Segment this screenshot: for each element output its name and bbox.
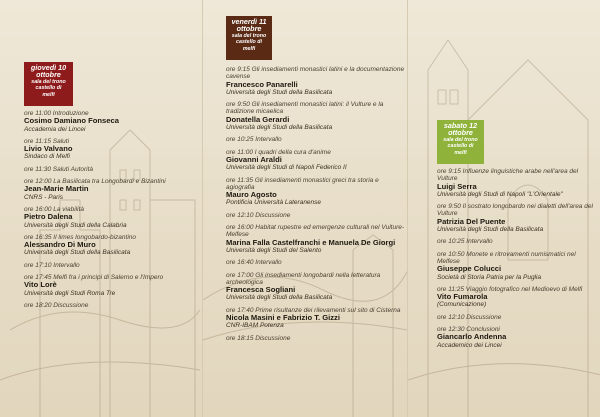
session-time: ore 12:00 La Basilicata tra Longobardi e Bizantini (24, 178, 166, 186)
speaker-affiliation: (Comunicazione) (437, 301, 487, 309)
programme-entry (226, 177, 406, 207)
day1-date-badge (24, 62, 73, 106)
programme-entry (437, 168, 599, 198)
badge-venue: sala del trono (31, 78, 66, 85)
programme-entry (226, 101, 406, 131)
speaker-name: Livio Valvano (24, 144, 73, 154)
panel-day3 (407, 0, 600, 417)
speaker-name: Giovanni Araldi (226, 154, 282, 164)
session-time: ore 16:40 Intervallo (226, 259, 282, 267)
session-time: ore 9:15 Gli insediamenti monastici latini e la documentazione cavense (226, 66, 405, 81)
session-time: ore 9:15 Influenze linguistiche arabe nell'area del Vulture (437, 168, 579, 183)
speaker-affiliation: Università degli Studi del Salento (226, 246, 322, 254)
speaker-affiliation: CNRS - Paris (24, 193, 64, 201)
badge-venue: sala del trono (231, 32, 267, 39)
session-time: ore 11:00 I quadri della cura d'anime (226, 148, 331, 156)
badge-venue2: castello di (447, 143, 474, 150)
session-time: ore 17:10 Intervallo (24, 261, 80, 269)
day1-programme (24, 110, 199, 314)
speaker-name: Marina Falla Castelfranchi e Manuela De Giorgi (226, 237, 396, 247)
speaker-affiliation: Pontificia Università Lateranense (226, 199, 322, 207)
badge-venue: sala del trono (443, 136, 478, 143)
speaker-name: Pietro Dalena (24, 212, 73, 222)
panel-day1 (0, 0, 202, 417)
session-time: ore 16:35 Il limes longobardo-bizantino (24, 233, 137, 241)
programme-entry (226, 149, 406, 172)
session-time: ore 12:10 Discussione (437, 313, 502, 321)
session-time: ore 11:30 Saluti Autorità (24, 165, 94, 173)
speaker-name: Francesco Panarelli (226, 79, 298, 89)
programme-entry (226, 212, 406, 219)
programme-entry (24, 206, 199, 229)
badge-month: ottobre (448, 127, 473, 137)
panel-day2 (202, 0, 407, 417)
day2-date-badge (226, 16, 272, 60)
speaker-name: Vito Lorè (24, 280, 57, 290)
programme-entry (437, 251, 599, 281)
session-time: ore 17:00 Gli insediamenti longobardi nella letteratura archeologica (226, 271, 381, 286)
programme-entry (437, 203, 599, 233)
badge-day: venerdì 11 (231, 17, 267, 26)
session-time: ore 11:35 Gli insediamenti monastici greci tra storia e agiografia (226, 176, 379, 191)
speaker-name: Vito Fumarola (437, 292, 488, 302)
session-time: ore 9:50 Gli insediamenti monastici latini: il Vulture e la tradizione micaelica (226, 101, 384, 116)
badge-day: giovedì 10 (30, 63, 67, 72)
session-time: ore 17:45 Melfi fra i principi di Salerno e l'Impero (24, 274, 164, 282)
speaker-affiliation: Università degli Studi di Napoli "L'Orientale" (437, 190, 563, 198)
badge-month: ottobre (236, 23, 262, 33)
session-time: ore 16:00 La viabilità (24, 205, 84, 213)
programme-entry (437, 314, 599, 321)
speaker-affiliation: Università degli Studi della Basilicata (226, 294, 333, 302)
programme-entry (24, 138, 199, 161)
programme-entry (437, 326, 599, 349)
programme-entry (226, 259, 406, 266)
speaker-name: Alessandro Di Muro (24, 240, 96, 250)
programme-entry (226, 335, 406, 342)
session-time: ore 16:00 Habitat rupestre ed emergenze culturali nel Vulture-Melfese (226, 224, 405, 239)
speaker-name: Mauro Agosto (226, 190, 277, 200)
programme-entry (24, 274, 199, 297)
day3-programme (437, 168, 599, 354)
programme-entry (24, 166, 199, 173)
speaker-affiliation: Università degli Studi della Basilicata (226, 124, 333, 132)
programme-entry (226, 272, 406, 302)
speaker-name: Giancarlo Andenna (437, 332, 507, 342)
badge-city: melfi (242, 46, 256, 53)
speaker-name: Patrizia Del Puente (437, 216, 506, 226)
badge-month: ottobre (36, 69, 61, 79)
session-time: ore 10:50 Monete e ritrovamenti numismatici nel Melfese (437, 250, 576, 265)
speaker-name: Francesca Sogliani (226, 285, 296, 295)
programme-entry (437, 286, 599, 309)
programme-entry (226, 307, 406, 330)
session-time: ore 11:00 Introduzione (24, 110, 89, 117)
session-time: ore 10:25 Intervallo (226, 136, 282, 144)
session-time: ore 11:25 Viaggio fotografico nel Medioevo di Melfi (437, 285, 583, 293)
speaker-name: Nicola Masini e Fabrizio T. Gizzi (226, 313, 340, 323)
session-time: ore 11:15 Saluti (24, 137, 70, 145)
speaker-affiliation: Accademia dei Lincei (24, 125, 86, 133)
programme-entry (24, 302, 199, 309)
programme-entry (437, 238, 599, 245)
programme-entry (226, 136, 406, 143)
programme-entry (24, 262, 199, 269)
day2-programme (226, 66, 406, 347)
speaker-affiliation: CNR-IBAM Potenza (226, 322, 284, 330)
speaker-affiliation: Università degli Studi Roma Tre (24, 289, 116, 297)
badge-venue2: castello di (35, 85, 62, 92)
day3-date-badge (437, 120, 484, 164)
session-time: ore 18:20 Discussione (24, 301, 89, 309)
session-time: ore 18:15 Discussione (226, 334, 291, 342)
programme-entry (24, 234, 199, 257)
speaker-name: Cosimo Damiano Fonseca (24, 116, 119, 126)
session-time: ore 10:25 Intervallo (437, 238, 493, 246)
session-time: ore 9:50 Il sostrato longobardo nei dialetti dell'area del Vulture (437, 203, 593, 218)
session-time: ore 12:30 Conclusioni (437, 326, 500, 334)
programme-entry (24, 178, 199, 201)
programme-entry (226, 224, 406, 254)
speaker-name: Jean-Marie Martin (24, 184, 89, 194)
speaker-affiliation: Università degli Studi della Basilicata (24, 249, 131, 257)
speaker-name: Donatella Gerardi (226, 114, 290, 124)
speaker-affiliation: Università degli Studi della Basilicata (226, 88, 333, 96)
speaker-name: Luigi Serra (437, 181, 477, 191)
badge-day: sabato 12 (443, 121, 478, 130)
speaker-affiliation: Accademico dei Lincei (437, 341, 502, 349)
speaker-affiliation: Sindaco di Melfi (24, 153, 70, 161)
speaker-affiliation: Università degli Studi di Napoli Federico II (226, 164, 347, 172)
programme-entry (24, 110, 199, 133)
speaker-affiliation: Università degli Studi della Basilicata (437, 226, 544, 234)
badge-city: melfi (42, 92, 55, 99)
badge-venue2: castello di (236, 39, 262, 46)
speaker-affiliation: Società di Storia Patria per la Puglia (437, 273, 542, 281)
session-time: ore 12:10 Discussione (226, 211, 291, 219)
programme-entry (226, 66, 406, 96)
session-time: ore 17:40 Prime risultanze dei rilevamenti sul sito di Cisterna (226, 306, 401, 314)
badge-city: melfi (454, 150, 467, 157)
speaker-affiliation: Università degli Studi della Calabria (24, 221, 127, 229)
speaker-name: Giuseppe Colucci (437, 264, 502, 274)
